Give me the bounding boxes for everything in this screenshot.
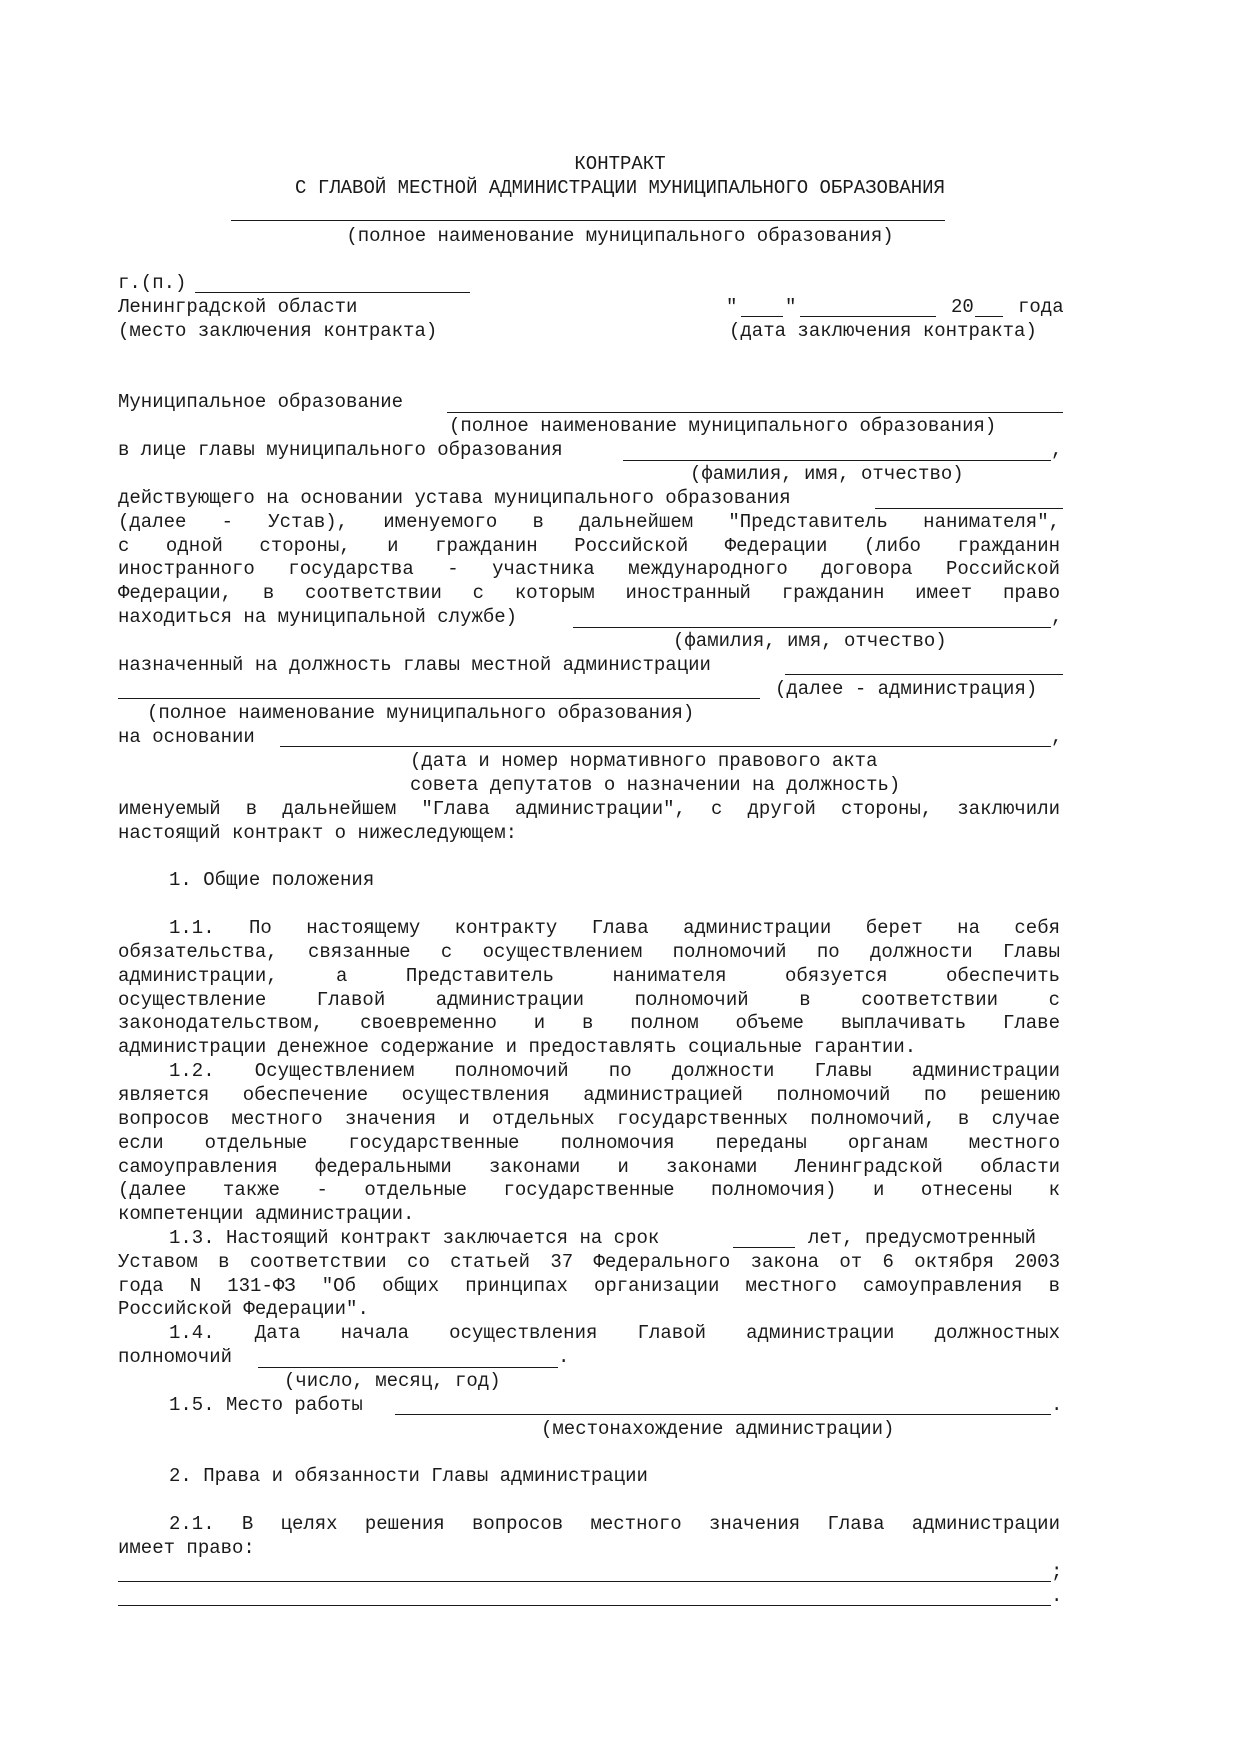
date-quote-close: ": [785, 296, 797, 318]
basis-comma: ,: [1051, 726, 1063, 748]
clause-1-4-end: .: [558, 1346, 570, 1368]
clause-1-1-line: 1.1. По настоящему контракту Глава администрации берет на себя: [169, 917, 1060, 939]
clause-1-3-text-b: лет, предусмотренный: [808, 1227, 1037, 1249]
month-blank[interactable]: [800, 316, 936, 317]
document-title: КОНТРАКТ: [574, 153, 666, 175]
clause-1-2-line: (далее также - отдельные государственные полномочия) и отнесены к: [118, 1179, 1060, 1201]
clause-1-3-last: Российской Федерации".: [118, 1298, 369, 1320]
clause-2-1-line: 2.1. В целях решения вопросов местного значения Глава администрации: [169, 1513, 1060, 1535]
city-prefix: г.(п.): [118, 272, 187, 294]
workplace-blank[interactable]: [395, 1414, 1051, 1415]
act-hint-1: (дата и номер нормативного правового акта: [410, 750, 878, 772]
date-hint: (дата заключения контракта): [729, 320, 1037, 342]
clause-1-3-text-a: 1.3. Настоящий контракт заключается на срок: [169, 1227, 660, 1249]
rights-line1-end: ;: [1051, 1561, 1063, 1583]
head-fio-hint: (фамилия, имя, отчество): [690, 463, 964, 485]
year-blank[interactable]: [975, 316, 1003, 317]
mo-label: Муниципальное образование: [118, 391, 404, 413]
admin-name-blank[interactable]: [118, 698, 760, 699]
clause-1-1-line: законодательством, своевременно и в полном объеме выплачивать Главе: [118, 1012, 1060, 1034]
section2-heading: 2. Права и обязанности Главы администрации: [169, 1465, 648, 1487]
clause-1-5-end: .: [1051, 1394, 1063, 1416]
mo-name-blank-2[interactable]: [447, 412, 1063, 413]
preamble-last-line: настоящий контракт о нижеследующем:: [118, 822, 518, 844]
rights-line2-end: .: [1051, 1585, 1063, 1607]
mo-name-hint: (полное наименование муниципального образования): [346, 225, 894, 247]
start-date-hint: (число, месяц, год): [284, 1370, 501, 1392]
clause-1-3-line: года N 131-ФЗ "Об общих принципах организации местного самоуправления в: [118, 1275, 1060, 1297]
rights-blank-2[interactable]: [118, 1605, 1051, 1606]
head-label: в лице главы муниципального образования: [118, 439, 563, 461]
citizen-fio-hint: (фамилия, имя, отчество): [673, 630, 947, 652]
place-hint: (место заключения контракта): [118, 320, 438, 342]
service-label: находиться на муниципальной службе): [118, 606, 518, 628]
head-comma: ,: [1051, 439, 1063, 461]
clause-1-1-line: осуществление Главой администрации полномочий в соответствии с: [118, 989, 1060, 1011]
clause-1-2-line: вопросов местного значения и отдельных государственных полномочий, в случае: [118, 1108, 1060, 1130]
term-years-blank[interactable]: [733, 1247, 795, 1248]
preamble-line: (далее - Устав), именуемого в дальнейшем "Представитель нанимателя",: [118, 511, 1060, 533]
acting-label: действующего на основании устава муниципального образования: [118, 487, 791, 509]
clause-1-2-last: компетенции администрации.: [118, 1203, 415, 1225]
appointed-label: назначенный на должность главы местной администрации: [118, 654, 711, 676]
basis-label: на основании: [118, 726, 255, 748]
clause-1-2-line: является обеспечение осуществления администрацией полномочий по решению: [118, 1084, 1060, 1106]
preamble-line: именуемый в дальнейшем "Глава администрации", с другой стороны, заключили: [118, 798, 1060, 820]
citizen-comma: ,: [1051, 606, 1063, 628]
day-blank[interactable]: [741, 316, 783, 317]
head-fio-blank[interactable]: [623, 460, 1051, 461]
clause-1-2-line: 1.2. Осуществлением полномочий по должности Главы администрации: [169, 1060, 1060, 1082]
appointed-blank[interactable]: [785, 674, 1063, 675]
act-hint-2: совета депутатов о назначении на должность): [410, 774, 901, 796]
admin-name-hint: (полное наименование муниципального образования): [147, 702, 695, 724]
date-quote-open: ": [726, 296, 738, 318]
mo-hint: (полное наименование муниципального образования): [449, 415, 997, 437]
year-prefix: 20: [951, 296, 974, 318]
basis-blank[interactable]: [280, 746, 1051, 747]
clause-2-1-second: имеет право:: [118, 1537, 255, 1559]
clause-1-4-line: 1.4. Дата начала осуществления Главой администрации должностных: [169, 1322, 1060, 1344]
year-suffix: года: [1018, 296, 1064, 318]
clause-1-1-line: администрации, а Представитель нанимателя обязуется обеспечить: [118, 965, 1060, 987]
clause-1-1-last: администрации денежное содержание и предоставлять социальные гарантии.: [118, 1036, 917, 1058]
clause-1-2-line: если отдельные государственные полномочия переданы органам местного: [118, 1132, 1060, 1154]
preamble-line: иностранного государства - участника международного договора Российской: [118, 558, 1060, 580]
rights-blank-1[interactable]: [118, 1581, 1051, 1582]
clause-1-1-line: обязательства, связанные с осуществлением полномочий по должности Главы: [118, 941, 1060, 963]
charter-blank[interactable]: [875, 508, 1063, 509]
section1-heading: 1. Общие положения: [169, 869, 375, 891]
citizen-fio-blank[interactable]: [573, 627, 1051, 628]
workplace-hint: (местонахождение администрации): [541, 1418, 895, 1440]
clause-1-3-line: Уставом в соответствии со статьей 37 Федерального закона от 6 октября 2003: [118, 1251, 1060, 1273]
preamble-line: с одной стороны, и гражданин Российской Федерации (либо гражданин: [118, 535, 1060, 557]
city-blank[interactable]: [195, 292, 470, 293]
clause-1-4-label: полномочий: [118, 1346, 233, 1368]
clause-1-5-label: 1.5. Место работы: [169, 1394, 363, 1416]
mo-name-blank[interactable]: [231, 220, 945, 221]
start-date-blank[interactable]: [258, 1367, 558, 1368]
document-subtitle: С ГЛАВОЙ МЕСТНОЙ АДМИНИСТРАЦИИ МУНИЦИПАЛЬНОГО ОБРАЗОВАНИЯ: [295, 177, 945, 199]
admin-note: (далее - администрация): [775, 678, 1038, 700]
preamble-line: Федерации, в соответствии с которым иностранный гражданин имеет право: [118, 582, 1060, 604]
clause-1-2-line: самоуправления федеральными законами и законами Ленинградской области: [118, 1156, 1060, 1178]
region-label: Ленинградской области: [118, 296, 358, 318]
